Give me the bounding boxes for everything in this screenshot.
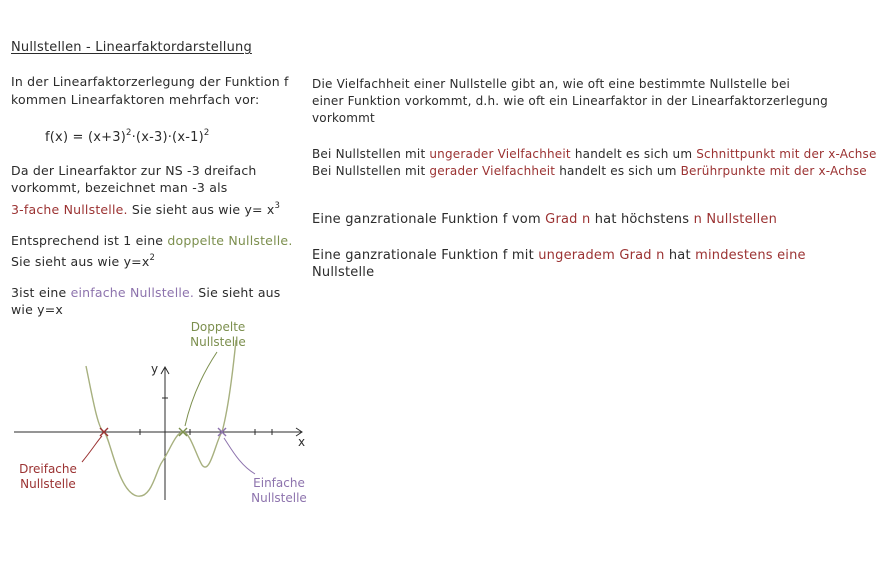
- paragraph-4-line-2: wie y=x: [11, 302, 64, 317]
- degree-rule-text-b: hat höchstens: [590, 212, 694, 227]
- odd-multiplicity-line: [312, 146, 877, 162]
- paragraph-2-line-2: vorkommt, bezeichnet man -3 als: [11, 180, 228, 195]
- paragraph-4-text-a: 3ist eine: [11, 285, 71, 300]
- triple-root-label-line-2: Nullstelle: [20, 477, 76, 491]
- degree-rule-line: [312, 212, 777, 228]
- odd-degree-rule-line-2: Nullstelle: [312, 265, 375, 280]
- triple-root-label-line-1: Dreifache: [19, 462, 77, 476]
- paragraph-1-line-1: In der Linearfaktorzerlegung der Funktion f: [11, 74, 289, 89]
- simple-root-connector: [224, 438, 255, 474]
- square-exponent: 2: [149, 253, 156, 263]
- double-root-label-line-1: Doppelte: [190, 320, 246, 334]
- even-line-text-a: Bei Nullstellen mit: [312, 164, 430, 178]
- triple-root-term: 3-fache Nullstelle.: [11, 202, 128, 217]
- double-root-connector: [185, 352, 217, 426]
- even-line-text-b: handelt es sich um: [555, 164, 681, 178]
- simple-root-term: einfache Nullstelle.: [70, 285, 195, 300]
- degree-rule-text-a: Eine ganzrationale Funktion f vom: [312, 212, 546, 227]
- simple-root-label-line-1: Einfache: [253, 476, 305, 490]
- definition-line-1: Die Vielfachheit einer Nullstelle gibt an, wie oft eine bestimmte Nullstelle bei: [312, 77, 791, 91]
- odd-degree-term: ungeradem Grad n: [538, 248, 665, 263]
- intersection-term: Schnittpunkt mit der x-Achse: [696, 147, 877, 161]
- double-root-label-line-2: Nullstelle: [190, 335, 246, 349]
- odd-multiplicity-term: ungerader Vielfachheit: [429, 147, 571, 161]
- triple-root-connector: [82, 436, 102, 462]
- even-multiplicity-term: gerader Vielfachheit: [429, 164, 556, 178]
- paragraph-2-line-1: Da der Linearfaktor zur NS -3 dreifach: [11, 163, 257, 178]
- paragraph-4-text-b: Sie sieht aus: [194, 285, 281, 300]
- page-title: Nullstellen - Linearfaktordarstellung: [11, 40, 252, 55]
- triple-root-label: [14, 462, 82, 492]
- degree-term: Grad n: [545, 212, 591, 227]
- simple-root-label-line-2: Nullstelle: [251, 491, 307, 505]
- paragraph-1-line-2: kommen Linearfaktoren mehrfach vor:: [11, 92, 260, 107]
- polynomial-curve: [86, 340, 236, 496]
- odd-degree-rule-line-1: [312, 248, 806, 264]
- odd-line-text-b: handelt es sich um: [570, 147, 697, 161]
- even-multiplicity-line: [312, 163, 867, 179]
- y-axis-label: y: [151, 362, 159, 376]
- x-axis-label: x: [298, 435, 306, 449]
- double-root-term: doppelte Nullstelle.: [167, 233, 293, 248]
- formula-part-b: ·(x-3)·(x-1): [131, 130, 204, 145]
- cubic-exponent: 3: [274, 201, 281, 211]
- simple-root-label: [246, 476, 312, 506]
- formula-part-a: f(x) = (x+3): [45, 130, 126, 145]
- odd-degree-text-a: Eine ganzrationale Funktion f mit: [312, 248, 539, 263]
- formula-exponent-b: 2: [203, 128, 210, 138]
- paragraph-3-line-2-text: Sie sieht aus wie y=x: [11, 254, 150, 269]
- definition-line-3: vorkommt: [312, 111, 375, 125]
- formula-exponent-a: 2: [125, 128, 132, 138]
- double-root-label: [186, 320, 250, 350]
- odd-line-text-a: Bei Nullstellen mit: [312, 147, 430, 161]
- paragraph-2-rest: Sie sieht aus wie y= x: [127, 202, 275, 217]
- odd-degree-text-b: hat: [664, 248, 696, 263]
- paragraph-3-text: Entsprechend ist 1 eine: [11, 233, 168, 248]
- at-least-one-term: mindestens eine: [695, 248, 806, 263]
- touching-point-term: Berührpunkte mit der x-Achse: [680, 164, 867, 178]
- definition-line-2: einer Funktion vorkommt, d.h. wie oft ein Linearfaktor in der Linearfaktorzerlegung: [312, 94, 828, 108]
- max-roots-term: n Nullstellen: [693, 212, 778, 227]
